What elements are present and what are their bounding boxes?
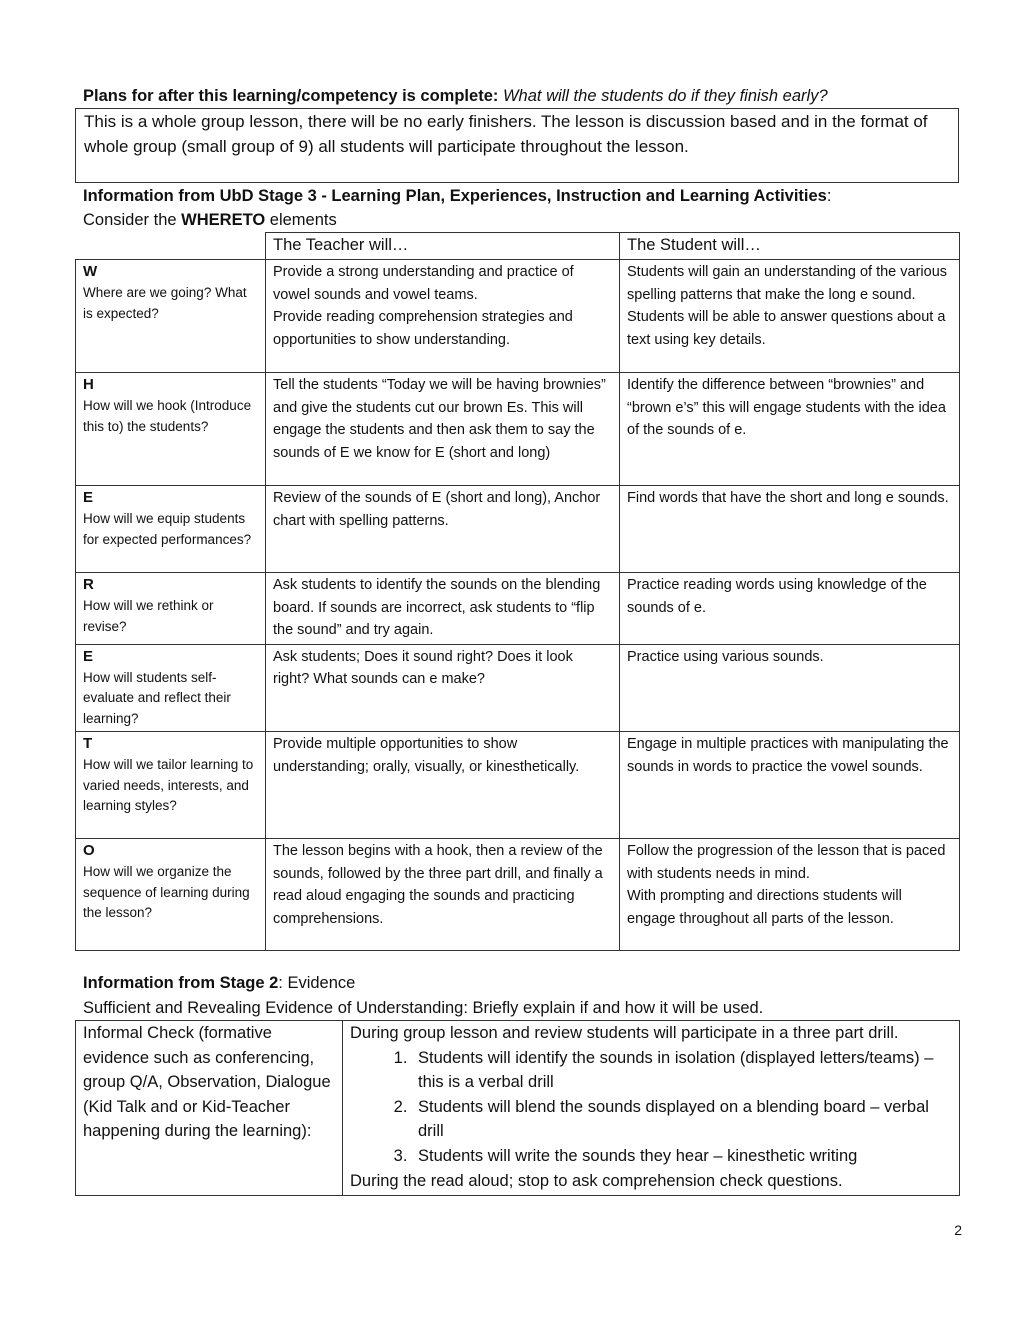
drill-intro: During group lesson and review students will participate in a three part drill. [350,1024,899,1042]
plans-heading [83,84,963,108]
table-row [76,732,960,839]
row-label-cell: T How will we tailor learning to varied needs, interests, and learning styles? [76,732,266,839]
row-label-cell: R How will we rethink or revise? [76,573,266,645]
teacher-cell: Provide a strong understanding and practice of vowel sounds and vowel teams. Provide reading comprehension strategies and opportunities to show understanding. [266,260,620,373]
page-number: 2 [954,1222,962,1238]
column-header-teacher: The Teacher will… [266,233,620,260]
student-cell: Practice using various sounds. [620,644,960,732]
row-label-cell: O How will we organize the sequence of learning during the lesson? [76,839,266,951]
plans-question: What will the students do if they finish early? [502,87,828,105]
table-row [76,644,960,732]
teacher-cell: Tell the students “Today we will be having brownies” and give the students cut our brown Es. This will engage the students and then ask them to say the sounds of E we know for E (short and long) [266,373,620,486]
teacher-cell: Ask students to identify the sounds on the blending board. If sounds are incorrect, ask students to “flip the sound” and try again. [266,573,620,645]
teacher-cell: The lesson begins with a hook, then a review of the sounds, followed by the three part drill, and finally a read aloud engaging the sounds and practicing comprehensions. [266,839,620,951]
table-row [76,373,960,486]
informal-check-description [343,1021,960,1196]
stage2-heading: Information from Stage 2: Evidence [83,974,356,992]
informal-check-label: Informal Check (formative evidence such as conferencing, group Q/A, Observation, Dialogue (Kid Talk and or Kid-Teacher happening during the learning): [76,1021,343,1196]
teacher-cell: Review of the sounds of E (short and long), Anchor chart with spelling patterns. [266,486,620,573]
column-header-student: The Student will… [620,233,960,260]
whereto-header-row [76,233,960,260]
row-label-cell: E How will students self-evaluate and reflect their learning? [76,644,266,732]
student-cell: Find words that have the short and long e sounds. [620,486,960,573]
list-item: 2. Students will blend the sounds displayed on a blending board – verbal drill [412,1095,952,1144]
table-row [76,486,960,573]
row-label-cell: W Where are we going? What is expected? [76,260,266,373]
row-label-cell: E How will we equip students for expected performances? [76,486,266,573]
table-row [76,573,960,645]
table-row [76,260,960,373]
stage2-subtitle: Sufficient and Revealing Evidence of Understanding: Briefly explain if and how it will be used. [83,999,764,1017]
plans-answer: This is a whole group lesson, there will be no early finishers. The lesson is discussion based and in the format of whole group (small group of 9) all students will participate throughout the lesson. [84,112,928,156]
student-cell: Students will gain an understanding of the various spelling patterns that make the long e sound. Students will be able to answer questions about a text using key details. [620,260,960,373]
drill-steps [350,1046,952,1169]
student-cell: Practice reading words using knowledge of the sounds of e. [620,573,960,645]
student-cell: Engage in multiple practices with manipulating the sounds in words to practice the vowel sounds. [620,732,960,839]
student-cell: Follow the progression of the lesson that is paced with students needs in mind. With prompting and directions students will engage throughout all parts of the lesson. [620,839,960,951]
plans-label: Plans for after this learning/competency is complete: [83,87,499,105]
list-item: 1. Students will identify the sounds in isolation (displayed letters/teams) – this is a verbal drill [412,1046,952,1095]
teacher-cell: Provide multiple opportunities to show understanding; orally, visually, or kinesthetically. [266,732,620,839]
whereto-table [75,232,960,951]
row-label-cell: H How will we hook (Introduce this to) the students? [76,373,266,486]
stage3-subheading: Consider the WHERETO elements [83,211,337,229]
stage3-heading: Information from UbD Stage 3 - Learning Plan, Experiences, Instruction and Learning Activities: [83,187,832,205]
table-row [76,1021,960,1196]
list-item: 3. Students will write the sounds they hear – kinesthetic writing [412,1144,952,1169]
stage2-label: Information from Stage 2 [83,974,279,992]
drill-outro: During the read aloud; stop to ask comprehension check questions. [350,1171,843,1190]
teacher-cell: Ask students; Does it sound right? Does it look right? What sounds can e make? [266,644,620,732]
plans-answer-box [75,108,959,183]
student-cell: Identify the difference between “brownies” and “brown e’s” this will engage students with the idea of the sounds of e. [620,373,960,486]
whereto-label: WHERETO [181,211,266,229]
stage3-label: Information from UbD Stage 3 - Learning Plan, Experiences, Instruction and Learning Activities [83,187,827,205]
evidence-table [75,1020,960,1196]
table-row [76,839,960,951]
